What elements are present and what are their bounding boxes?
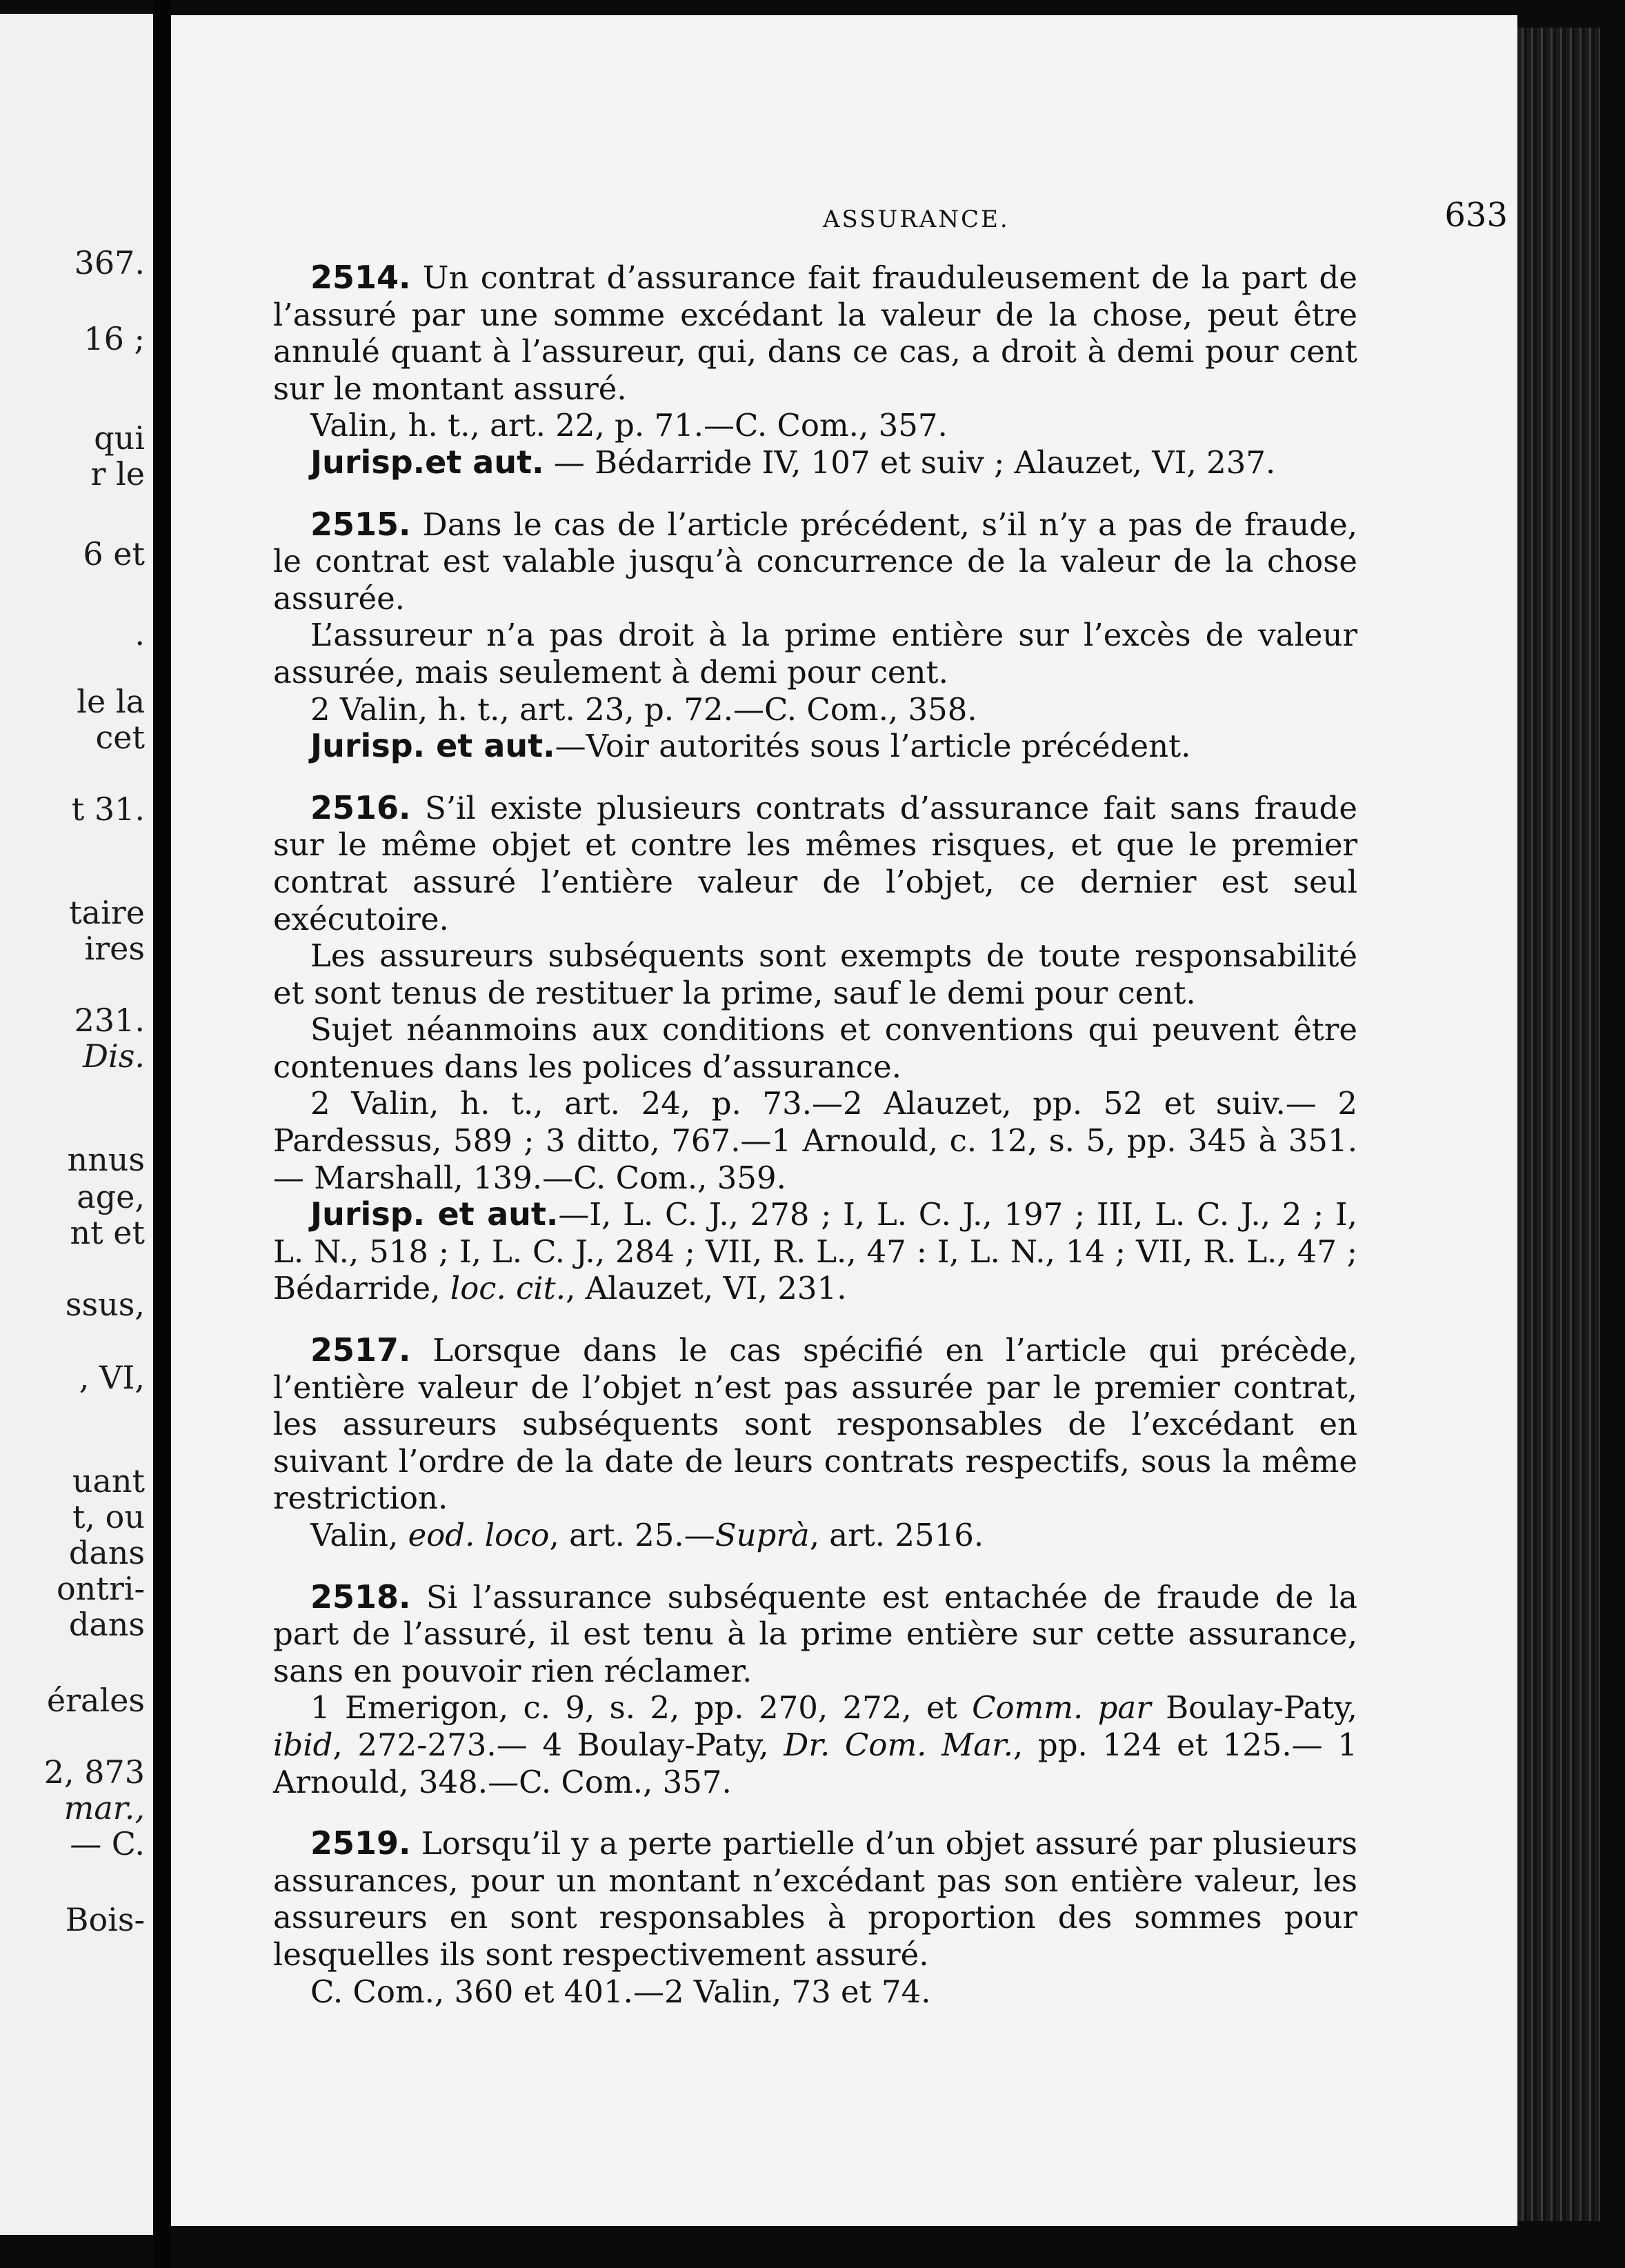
sources-text: Boulay-Paty, — [1150, 1689, 1357, 1727]
article-sources — [273, 1517, 1357, 1554]
sources-italic: Dr. Com. Mar. — [784, 1726, 1013, 1763]
sources-text: , art. 2516. — [809, 1517, 984, 1553]
article-text: Si l’assurance subséquente est entachée de fraude de la part de l’assuré, il est tenu à la prime entière sur cette assurance, sans en pouvoir rien réclamer. — [273, 1578, 1357, 1689]
left-facing-page — [0, 14, 153, 2235]
sources-italic: Suprà — [715, 1517, 810, 1553]
left-page-fragment: 6 et — [83, 535, 145, 573]
sources-italic: eod. loco — [408, 1517, 550, 1553]
article-sources: C. Com., 360 et 401.—2 Valin, 73 et 74. — [310, 1973, 931, 2010]
left-page-fragment: 231. — [74, 1002, 145, 1039]
article-text: Dans le cas de l’article précédent, s’il n’y a pas de fraude, le contrat est valable jusqu’à concurrence de la valeur de la chose assurée. — [273, 506, 1358, 617]
article-jurisprudence — [273, 728, 1357, 765]
article-paragraph — [273, 1579, 1357, 1690]
left-page-fragment: taire — [69, 894, 145, 931]
running-head: ASSURANCE. — [823, 206, 1010, 233]
jurisprudence-label: Jurisp.et aut. — [310, 443, 544, 481]
article-paragraph: Sujet néanmoins aux conditions et conventions qui peuvent être contenues dans les polices d’assurance. — [273, 1011, 1357, 1085]
sources-italic: ibid — [273, 1726, 333, 1763]
jurisprudence-text: , Alauzet, VI, 231. — [566, 1270, 847, 1307]
left-page-fragment: érales — [46, 1682, 145, 1719]
article-sources: 2 Valin, h. t., art. 24, p. 73.—2 Alauzet, pp. 52 et suiv.— 2 Pardessus, 589 ; 3 ditto, 767.—1 Arnould, c. 12, s. 5, pp. 345 à 351.— Marshall, 139.—C. Com., 359. — [273, 1085, 1357, 1196]
left-page-fragment: 16 ; — [83, 320, 145, 357]
left-page-fragment: Bois- — [65, 1901, 145, 1938]
jurisprudence-label: Jurisp. et aut. — [310, 727, 555, 765]
sources-text: , art. 25.— — [549, 1517, 715, 1553]
left-page-fragment: le la — [77, 683, 145, 720]
article-sources — [273, 1689, 1357, 1800]
left-page-fragment: ssus, — [65, 1286, 145, 1323]
left-page-fragment: . — [134, 615, 145, 653]
main-page — [171, 15, 1517, 2226]
page-number: 633 — [1444, 196, 1508, 235]
article-text: Un contrat d’assurance fait frauduleusement de la part de l’assuré par une somme excédant la valeur de la chose, peut être annulé quant à l’assureur, qui, dans ce cas, a droit à demi pour cent sur le montant assuré. — [273, 259, 1357, 407]
sources-text: Valin, — [310, 1517, 408, 1553]
page-edges — [1517, 28, 1600, 2221]
sources-italic: Comm. par — [972, 1689, 1151, 1727]
sources-text: , 272-273.— 4 Boulay-Paty, — [332, 1726, 784, 1763]
article-2516 — [273, 790, 1357, 1307]
article-2514 — [273, 259, 1357, 481]
article-number: 2514. — [310, 259, 411, 296]
left-page-fragment: dans — [68, 1606, 145, 1643]
left-page-fragment: nt et — [70, 1214, 145, 1251]
sources-text: , pp. 124 et 125.— 1 Arnould, 348.—C. Com., 357. — [273, 1726, 1357, 1800]
left-page-fragment: uant — [72, 1462, 145, 1500]
article-paragraph: L’assureur n’a pas droit à la prime entière sur l’excès de valeur assurée, mais seulement à demi pour cent. — [273, 617, 1357, 690]
left-page-fragment: 367. — [74, 244, 145, 281]
left-page-fragment: mar., — [63, 1789, 145, 1827]
article-paragraph — [273, 1332, 1357, 1517]
sources-text: 1 Emerigon, c. 9, s. 2, pp. 270, 272, et — [310, 1689, 973, 1727]
page-content — [273, 259, 1357, 2010]
page-header — [275, 196, 1523, 244]
article-paragraph — [273, 790, 1357, 937]
article-2517 — [273, 1332, 1357, 1554]
article-2518 — [273, 1579, 1357, 1801]
jurisprudence-text: —Voir autorités sous l’article précédent. — [555, 728, 1191, 765]
article-number: 2518. — [310, 1578, 411, 1615]
jurisprudence-text: —I, L. C. J., 278 ; I, L. C. J., 197 ; III, L. C. J., 2 ; I, L. N., 518 ; I, L. C. J., 284 ; VII, R. L., 47 : I, L. N., 14 ; VII, R. L., 47 ; Bédarride, — [273, 1196, 1357, 1307]
article-paragraph — [273, 1825, 1357, 1973]
left-page-fragment: Dis. — [83, 1037, 145, 1075]
left-page-fragment: qui — [94, 419, 145, 457]
jurisprudence-italic: loc. cit. — [450, 1270, 566, 1307]
left-page-fragment: ontri- — [56, 1570, 145, 1607]
article-sources: 2 Valin, h. t., art. 23, p. 72.—C. Com., 358. — [310, 690, 977, 728]
left-page-fragment: t, ou — [72, 1498, 145, 1535]
article-number: 2517. — [310, 1331, 411, 1369]
article-2519 — [273, 1825, 1357, 2010]
left-page-fragment: — C. — [70, 1825, 145, 1862]
article-jurisprudence — [273, 444, 1357, 481]
article-text: Lorsqu’il y a perte partielle d’un objet assuré par plusieurs assurances, pour un montant n’excédant pas son entière valeur, les assureurs en sont responsables à proportion des sommes pour lesquelles ils sont respectivement assuré. — [273, 1825, 1357, 1973]
left-page-fragment: cet — [95, 719, 145, 756]
article-2515 — [273, 506, 1357, 765]
book-gutter — [153, 0, 171, 2268]
article-paragraph: Les assureurs subséquents sont exempts de toute responsabilité et sont tenus de restituer la prime, sauf le demi pour cent. — [273, 937, 1357, 1011]
left-page-fragment: dans — [68, 1534, 145, 1571]
left-page-fragment: , VI, — [79, 1359, 145, 1396]
left-page-fragment: r le — [90, 455, 145, 493]
article-paragraph — [273, 506, 1357, 617]
article-sources: Valin, h. t., art. 22, p. 71.—C. Com., 357. — [310, 407, 948, 444]
article-jurisprudence — [273, 1196, 1357, 1307]
left-page-fragment: age, — [77, 1178, 145, 1215]
article-text: Lorsque dans le cas spécifié en l’article qui précède, l’entière valeur de l’objet n’est pas assurée par le premier contrat, les assureurs subséquents sont responsables de l’excédant en suivant l’ordre de la date de leurs contrats respectifs, sous la même restriction. — [273, 1332, 1357, 1517]
left-page-fragment: 2, 873 — [43, 1753, 145, 1791]
article-text: S’il existe plusieurs contrats d’assurance fait sans fraude sur le même objet et contre les mêmes risques, et que le premier contrat assuré l’entière valeur de l’objet, ce dernier est seul exécutoire. — [273, 789, 1357, 937]
article-number: 2515. — [310, 505, 411, 543]
left-page-fragment: ires — [84, 930, 145, 967]
jurisprudence-label: Jurisp. et aut. — [310, 1195, 559, 1233]
article-number: 2519. — [310, 1824, 411, 1862]
left-page-fragment: t 31. — [71, 790, 145, 828]
left-page-fragment: nnus — [67, 1141, 145, 1178]
jurisprudence-text: — Bédarride IV, 107 et suiv ; Alauzet, VI, 237. — [544, 444, 1276, 481]
article-number: 2516. — [310, 788, 411, 826]
article-paragraph — [273, 259, 1357, 407]
